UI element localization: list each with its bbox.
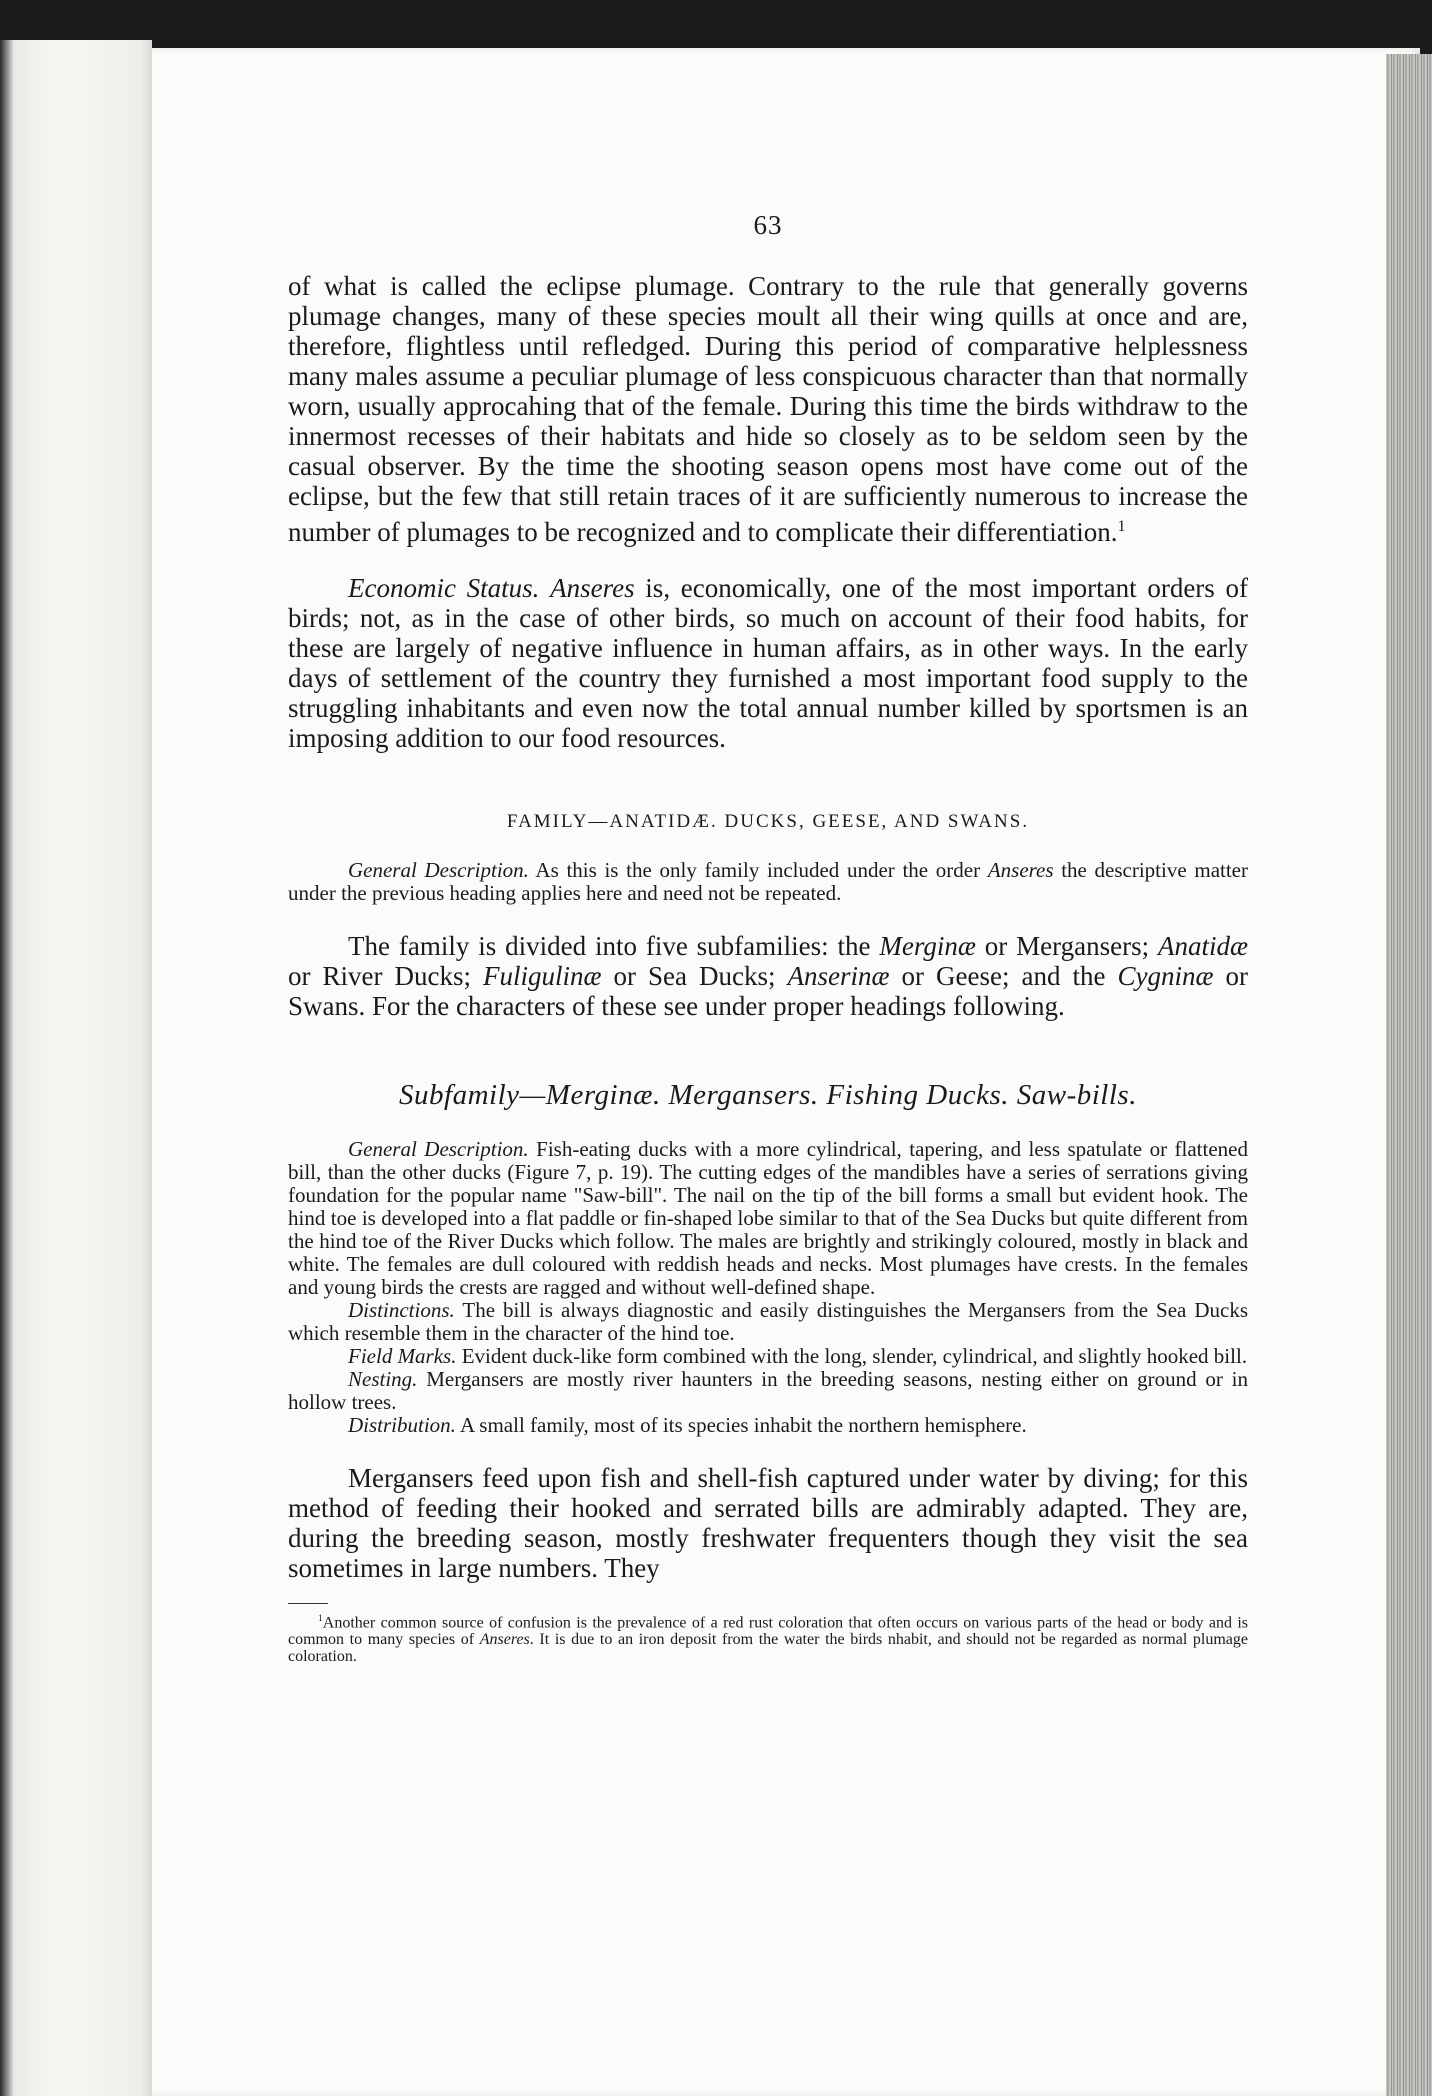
merginae-distribution	[288, 1414, 1248, 1437]
footnote-text-a: Another common source of confusion is the prevalence of a red rust coloration that often occurs on various parts of the head or body and is common to many species of	[288, 1614, 1248, 1649]
distribution-label: Distribution.	[348, 1413, 456, 1437]
subfamilies-text: or River Ducks;	[288, 961, 483, 991]
family-general-text-a: As this is the only family included under the order	[528, 858, 988, 882]
subfamily-term: Fuligulinæ	[483, 961, 602, 991]
footnote-reference: 1	[1117, 517, 1126, 535]
footnote-mark: 1	[318, 1613, 323, 1624]
subfamilies-paragraph	[288, 931, 1248, 1021]
subfamily-term: Anatidæ	[1157, 931, 1248, 961]
family-heading: FAMILY—ANATIDÆ. DUCKS, GEESE, AND SWANS.	[506, 811, 1030, 832]
subfamily-term: Merginæ	[879, 931, 976, 961]
mergansers-paragraph: Mergansers feed upon fish and shell-fish captured under water by diving; for this method of feeding their hooked and serrated bills are admirably adapted. They are, during the breeding season, mostly freshwater frequenters though they visit the sea sometimes in large numbers. They	[288, 1463, 1248, 1583]
footnote	[288, 1610, 1248, 1665]
subfamily-term: Cygninæ	[1117, 961, 1214, 991]
eclipse-paragraph-text: of what is called the eclipse plumage. Contrary to the rule that generally governs plumage changes, many of these species moult all their wing quills at once and are, therefore, flightless until refledged. During this period of comparative helplessness many males assume a peculiar plumage of less conspicuous character than that normally worn, usually approcahing that of the female. During this time the birds withdraw to the innermost recesses of their habitats and hide so closely as to be seldom seen by the casual observer. By the time the shooting season opens most have come out of the eclipse, but the few that still retain traces of it are sufficiently numerous to increase the number of plumages to be recognized and to complicate their differentiation.	[288, 271, 1248, 547]
eclipse-paragraph	[288, 271, 1248, 547]
merginae-nesting	[288, 1368, 1248, 1414]
page-stack-edge	[1386, 54, 1432, 2096]
distinctions-label: Distinctions.	[348, 1298, 455, 1322]
merginae-general-description	[288, 1138, 1248, 1299]
nesting-text: Mergansers are mostly river haunters in the breeding seasons, nesting either on ground or in hollow trees.	[288, 1367, 1248, 1414]
field-marks-label: Field Marks.	[348, 1344, 457, 1368]
subfamilies-text: The family is divided into five subfamilies: the	[348, 931, 880, 961]
family-general-label: General Description.	[348, 858, 529, 882]
merginae-distinctions	[288, 1299, 1248, 1345]
subfamilies-text: or Mergansers;	[975, 931, 1158, 961]
page-number: 63	[753, 210, 783, 240]
footnote-rule	[288, 1603, 328, 1604]
subfamilies-text: or Geese; and the	[889, 961, 1118, 991]
distribution-text: A small family, most of its species inhabit the northern hemisphere.	[455, 1413, 1027, 1437]
merginae-field-marks	[288, 1345, 1248, 1368]
distinctions-text: The bill is always diagnostic and easily distinguishes the Mergansers from the Sea Ducks which resemble them in the character of the hind toe.	[288, 1298, 1248, 1345]
economic-status-paragraph	[288, 573, 1248, 753]
anseres-term: Anseres	[987, 858, 1054, 882]
family-general-description	[288, 859, 1248, 905]
footnote-text-b: . It is due to an iron deposit from the water the birds nhabit, and should not be regarded as normal plumage coloration.	[288, 1631, 1249, 1666]
anseres-term: Anseres	[479, 1631, 530, 1649]
subfamilies-text: or Swans. For the characters of these see under proper headings following.	[288, 961, 1249, 1021]
subfamily-heading: Subfamily—Merginæ. Mergansers. Fishing Ducks. Saw-bills.	[399, 1079, 1137, 1111]
field-marks-text: Evident duck-like form combined with the long, slender, cylindrical, and slightly hooked bill.	[456, 1344, 1248, 1368]
economic-status-text: is, economically, one of the most important orders of birds; not, as in the case of other birds, so much on account of their food habits, for these are largely of negative influence in human affairs, as in other ways. In the early days of settlement of the country they furnished a most important food supply to the struggling inhabitants and even now the total annual number killed by sportsmen is an imposing addition to our food resources.	[288, 573, 1248, 753]
nesting-label: Nesting.	[348, 1367, 418, 1391]
subfamily-term: Anserinæ	[787, 961, 890, 991]
subfamilies-text: or Sea Ducks;	[601, 961, 788, 991]
anseres-term: Anseres	[550, 573, 635, 603]
family-general-text-b: the descriptive matter under the previous heading applies here and need not be repeated.	[288, 858, 1248, 905]
general-description-label: General Description.	[348, 1137, 529, 1161]
page-text-column	[288, 210, 1248, 1665]
general-description-text: Fish-eating ducks with a more cylindrical, tapering, and less spatulate or flattened bill, than the other ducks (Figure 7, p. 19). The cutting edges of the mandibles have a series of serrations giving foundation for the popular name "Saw-bill". The nail on the tip of the bill forms a small but evident hook. The hind toe is developed into a flat paddle or fin-shaped lobe similar to that of the Sea Ducks but quite different from the hind toe of the River Ducks which follow. The males are brightly and strikingly coloured, mostly in black and white. The females are dull coloured with reddish heads and necks. Most plumages have crests. In the females and young birds the crests are ragged and without well-defined shape.	[288, 1137, 1248, 1299]
facing-page-edge	[0, 40, 152, 2096]
economic-status-label: Economic Status.	[348, 573, 540, 603]
